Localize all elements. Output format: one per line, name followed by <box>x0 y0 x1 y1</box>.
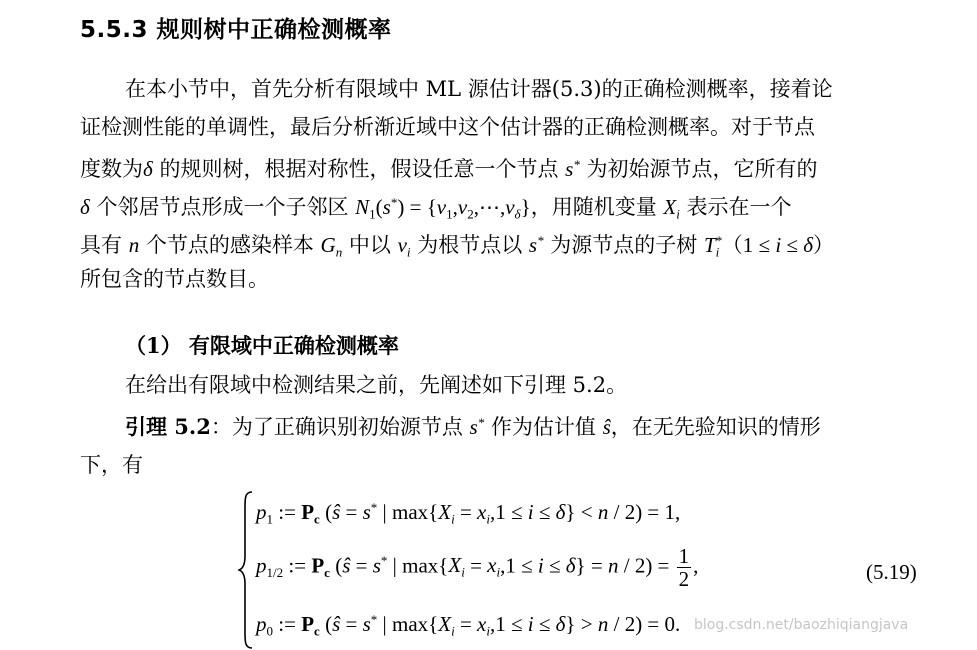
section-heading: 5.5.3 规则树中正确检测概率 <box>80 17 392 43</box>
math-delta: δ <box>80 195 90 220</box>
text: ） <box>812 233 834 258</box>
text: 表示在一个 <box>679 195 792 220</box>
paragraph-line-2: 证检测性能的单调性，最后分析渐近域中这个估计器的正确检测概率。对于节点 <box>80 115 815 139</box>
math-s-star: s* <box>565 157 580 182</box>
paragraph-line-1: 在本小节中，首先分析有限域中 ML 源估计器(5.3)的正确检测概率，接着论 <box>125 77 833 101</box>
subheading: （1） 有限域中正确检测概率 <box>125 333 399 358</box>
math-ti-star: $T_i^*$ <box>703 233 722 260</box>
math-xi: $X_i$ <box>663 195 680 222</box>
intro-line: 在给出有限域中检测结果之前，先阐述如下引理 5.2。 <box>125 373 628 397</box>
math-delta: δ <box>143 157 153 182</box>
fraction-one-half: $\frac{1}{2}$ <box>678 544 690 592</box>
math-range: 1 ≤ i ≤ δ <box>742 233 813 258</box>
math-s-hat: ŝ <box>602 415 611 440</box>
paragraph-line-4 <box>80 184 932 222</box>
text: 度数为 <box>80 157 143 182</box>
lemma-text: ，在无先验知识的情形 <box>610 415 821 440</box>
math-s-star: s* <box>528 233 544 258</box>
equation-number: (5.19) <box>866 560 917 584</box>
math-neighborhood: $N_1(s^*)$ = $\{v_1,v_2,\cdots,v_\delta\}$ <box>355 195 531 222</box>
lemma-line-2: 下，有 <box>80 453 143 478</box>
lemma-block <box>80 366 821 484</box>
body-paragraph <box>80 70 932 298</box>
equation-p-half: $p_{1/2}$ := $P_c$ (ŝ = s* | $\max\{X_i = x_i,1 \le i \le \delta\} = n / 2$) = $\frac{1}{2}$ , <box>256 544 699 592</box>
left-brace <box>238 490 254 650</box>
equation-p0: $p_0$ := $P_c$ (ŝ = s* | $\max\{X_i = x_i,1 \le i \le \delta\} > n / 2) = 0$. <box>256 612 681 639</box>
text: 中以 <box>342 233 398 258</box>
text: 的规则树，根据对称性，假设任意一个节点 <box>152 157 566 182</box>
watermark: blog.csdn.net/baozhiqiangjava <box>694 617 909 633</box>
lemma-text: 作为估计值 <box>484 415 603 440</box>
math-n: n <box>128 233 140 258</box>
text: 为初始源节点，它所有的 <box>579 157 818 182</box>
math-vi: $v_i$ <box>397 233 411 260</box>
lemma-text: ：为了正确识别初始源节点 <box>210 415 470 440</box>
text: 为根节点以 <box>410 233 529 258</box>
text: 个邻居节点形成一个子邻区 <box>89 195 356 220</box>
paragraph-line-3 <box>80 146 932 184</box>
math-s-star: s* <box>469 415 485 440</box>
text: 个节点的感染样本 <box>139 233 321 258</box>
lemma-label: 引理 5.2 <box>125 414 211 440</box>
lemma-line-1 <box>80 404 821 446</box>
text: 为源节点的子树 <box>543 233 704 258</box>
text: 具有 <box>80 233 129 258</box>
math-gn: $G_n$ <box>320 233 343 260</box>
paragraph-line-5 <box>80 222 932 260</box>
equation-p1: $p_1$ := $P_c$ (ŝ = s* | $\max\{X_i = x_i,1 \le i \le \delta\} < n / 2) = 1$, <box>256 500 681 527</box>
text: （ <box>721 233 743 258</box>
text: ，用随机变量 <box>530 195 664 220</box>
paragraph-line-6: 所包含的节点数目。 <box>80 267 269 291</box>
